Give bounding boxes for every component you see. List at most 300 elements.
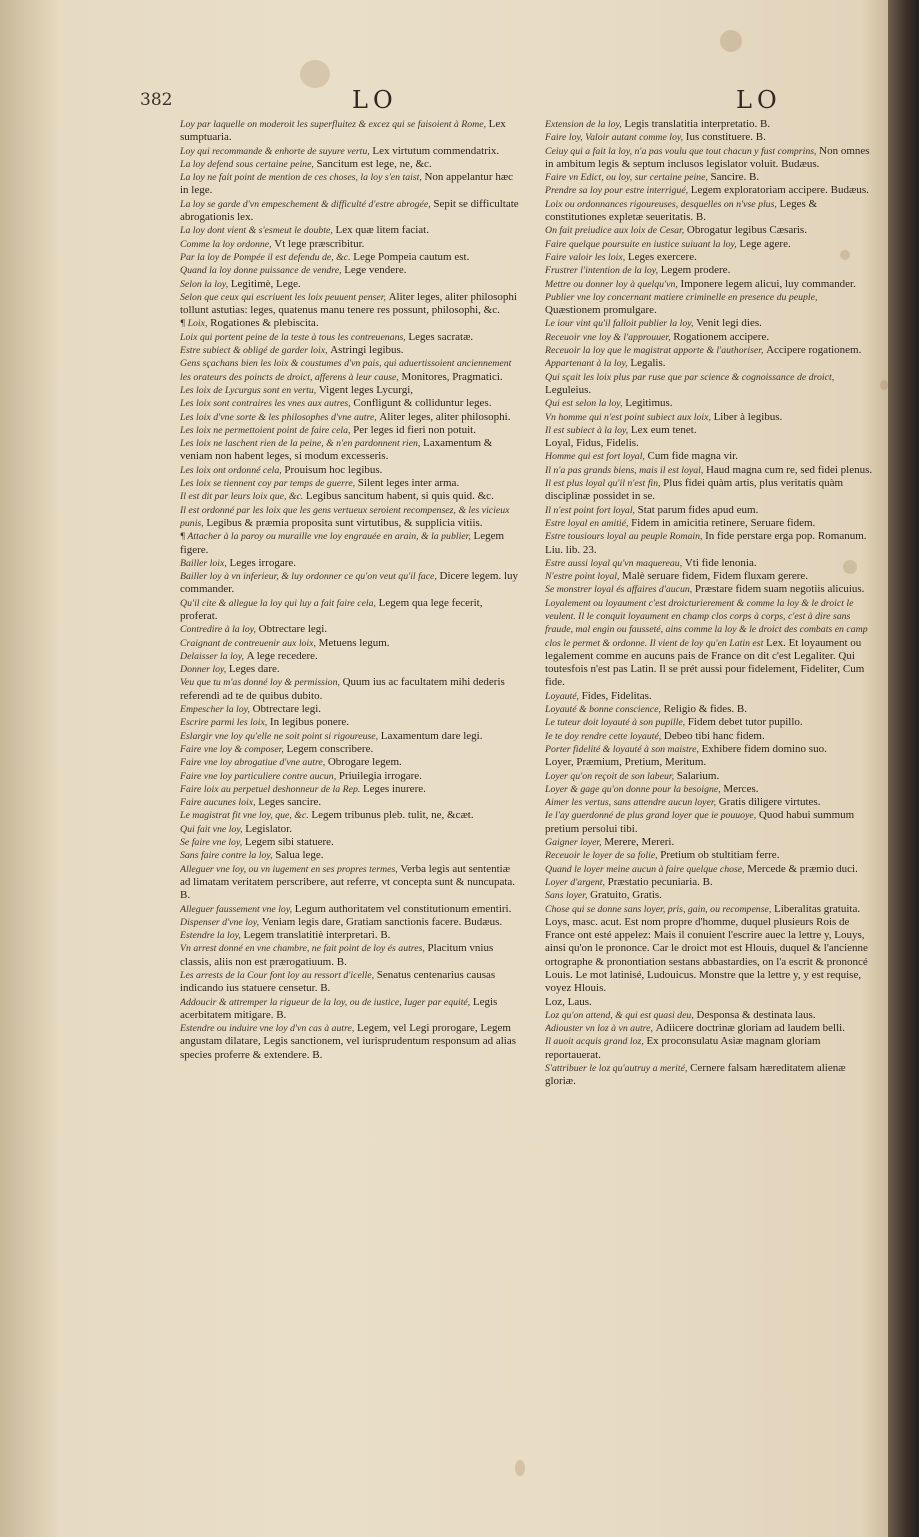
dictionary-entry xyxy=(545,278,875,291)
latin-translation: Laxamentum & veniam non habent leges, si modum excesseris. xyxy=(180,437,493,463)
latin-translation: Prouisum hoc legibus. xyxy=(284,463,383,476)
latin-translation: Legem exploratoriam accipere. Budæus. xyxy=(690,184,869,197)
latin-translation: Legitimè, Lege. xyxy=(230,277,301,290)
latin-translation: Monitores, Pragmatici. xyxy=(401,370,503,383)
french-phrase: Il n'a pas grands biens, mais il est loyal, xyxy=(545,464,704,476)
latin-translation: Rogationem accipere. xyxy=(673,330,770,343)
latin-translation: Adiicere doctrinæ gloriam ad laudem belli. xyxy=(655,1022,845,1035)
french-phrase: Les loix de Lycurgus sont en vertu, xyxy=(180,384,317,396)
dictionary-entry xyxy=(180,118,520,145)
dictionary-entry xyxy=(545,903,875,916)
french-phrase: Appartenant à la loy, xyxy=(545,358,628,370)
dictionary-entry xyxy=(545,238,875,251)
dictionary-entry xyxy=(180,996,520,1023)
dictionary-entry xyxy=(180,863,520,903)
french-phrase: Se monstrer loyal és affaires d'aucun, xyxy=(545,584,693,596)
latin-translation: Merere, Mereri. xyxy=(604,836,675,849)
dictionary-entry xyxy=(545,597,875,690)
french-phrase: Les loix sont contraires les vnes aux autres, xyxy=(180,398,351,410)
dictionary-entry xyxy=(180,504,520,531)
latin-translation: Legem translatitiè interpretari. B. xyxy=(243,929,391,942)
latin-translation: Legem, vel Legi prorogare, Legem angustam dilatare, Legis sanctionem, vel iurisprudentum responsum ad alias species proferre & extendere. B. xyxy=(180,1022,517,1061)
dictionary-entry xyxy=(545,996,875,1009)
ink-stain xyxy=(880,380,888,390)
dictionary-entry xyxy=(545,131,875,144)
latin-translation: Malè seruare fidem, Fidem fluxam gerere. xyxy=(622,570,809,583)
dictionary-entry xyxy=(545,530,875,557)
dictionary-entry xyxy=(545,1035,875,1062)
french-phrase: Extension de la loy, xyxy=(545,119,622,130)
french-phrase: Faire vn Edict, ou loy, sur certaine peine, xyxy=(545,172,708,184)
latin-translation: Gratis diligere virtutes. xyxy=(718,796,821,809)
french-phrase: S'attribuer le loz qu'autruy a merité, xyxy=(545,1063,688,1075)
french-phrase: Qui fait vne loy, xyxy=(180,823,243,835)
latin-translation: Merces. xyxy=(723,782,759,795)
french-phrase: Comme la loy ordonne, xyxy=(180,238,272,250)
dictionary-entry xyxy=(180,251,520,264)
latin-translation: Obrogatur legibus Cæsaris. xyxy=(686,224,807,237)
french-phrase: Estre aussi loyal qu'vn maquereau, xyxy=(545,557,683,569)
latin-translation: Metuens legum. xyxy=(318,636,390,649)
dictionary-entry xyxy=(545,1062,875,1089)
french-phrase: Escrire parmi les loix, xyxy=(180,717,268,729)
dictionary-entry xyxy=(180,903,520,916)
latin-translation: Leges exercere. xyxy=(627,250,697,263)
latin-translation: In legibus ponere. xyxy=(269,716,350,729)
latin-translation: Rogationes & plebiscita. xyxy=(210,317,319,330)
dictionary-entry xyxy=(545,836,875,849)
french-phrase: Il est plus loyal qu'il n'est fin, xyxy=(545,478,661,490)
french-phrase: Frustrer l'intention de la loy, xyxy=(545,265,659,277)
dictionary-entry xyxy=(545,291,875,318)
dictionary-entry xyxy=(180,490,520,503)
dictionary-entry xyxy=(545,863,875,876)
dictionary-entry xyxy=(180,836,520,849)
french-phrase: Addoucir & attremper la rigueur de la loy, ou de iustice, Iuger par equité, xyxy=(180,996,471,1008)
french-phrase: Empescher la loy, xyxy=(180,704,250,716)
dictionary-entry xyxy=(180,397,520,410)
latin-translation: Legem sibi statuere. xyxy=(244,836,334,849)
running-head-left: LO xyxy=(352,86,398,114)
dictionary-entry xyxy=(180,570,520,597)
french-phrase: Loyauté & bonne conscience, xyxy=(545,704,661,716)
latin-translation: A lege recedere. xyxy=(246,649,318,662)
french-phrase: Estre tousiours loyal au peuple Romain, xyxy=(545,531,703,543)
dictionary-entry xyxy=(545,743,875,756)
dictionary-entry xyxy=(545,770,875,783)
ink-stain xyxy=(515,1460,525,1476)
french-phrase: Dispenser d'vne loy, xyxy=(180,916,260,928)
dictionary-entry xyxy=(180,730,520,743)
dictionary-entry xyxy=(180,783,520,796)
french-phrase: Veu que tu m'as donné loy & permission, xyxy=(180,677,340,689)
french-phrase: La loy defend sous certaine peine, xyxy=(180,158,314,170)
french-phrase: Selon que ceux qui escriuent les loix peuuent penser, xyxy=(180,291,386,303)
dictionary-entry xyxy=(180,756,520,769)
latin-translation: Præstatio pecuniaria. B. xyxy=(607,875,713,888)
french-phrase: Ceiuy qui a fait la loy, n'a pas voulu que tout chacun y fust comprins, xyxy=(545,145,817,157)
french-phrase: Faire vne loy abrogatiue d'vne autre, xyxy=(180,757,326,769)
latin-translation: Obtrectare legi. xyxy=(252,703,321,716)
dictionary-entry xyxy=(180,437,520,464)
dictionary-entry xyxy=(545,464,875,477)
dictionary-entry xyxy=(545,317,875,330)
latin-translation: Fides, Fidelitas. xyxy=(581,689,652,702)
french-phrase: Il est subiect à la loy, xyxy=(545,424,629,436)
french-phrase: Loix ou ordonnances rigoureuses, desquelles on n'vse plus, xyxy=(545,198,777,210)
dictionary-entry xyxy=(545,703,875,716)
french-phrase: Les loix ne laschent rien de la peine, & n'en pardonnent rien, xyxy=(180,438,421,450)
latin-translation: Ex proconsulatu Asiæ magnam gloriam reportauerat. xyxy=(545,1035,821,1061)
latin-translation: Leges & constitutiones expletæ seueritatis. B. xyxy=(545,197,818,224)
latin-translation: Confligunt & colliduntur leges. xyxy=(353,397,492,410)
latin-translation: Obrogare legem. xyxy=(327,756,402,769)
dictionary-entry xyxy=(545,357,875,370)
french-phrase: Qui sçait les loix plus par ruse que par science & cognoissance de droict, xyxy=(545,371,835,383)
french-phrase: Quand le loyer meine aucun à faire quelque chose, xyxy=(545,863,745,875)
latin-translation: Leges inurere. xyxy=(362,782,426,795)
dictionary-entry xyxy=(545,397,875,410)
latin-translation: Per leges id fieri non potuit. xyxy=(353,423,476,436)
french-phrase: Loix qui portent peine de la teste à tous les contreuenans, xyxy=(180,331,406,343)
french-phrase: Selon la loy, xyxy=(180,278,229,290)
dictionary-entry xyxy=(545,517,875,530)
latin-translation: Verba legis aut sententiæ ad limatam veritatem perscribere, aut referre, vt concepta sunt & nuncupata. B. xyxy=(180,862,516,902)
french-phrase: Eslargir vne loy qu'elle ne soit point si rigoureuse, xyxy=(180,730,379,742)
french-phrase: Qui est selon la loy, xyxy=(545,398,623,410)
french-phrase: Par la loy de Pompée il est defendu de, &c. xyxy=(180,251,351,263)
latin-translation: Vt lege præscribitur. xyxy=(274,237,365,250)
french-phrase: Vn homme qui n'est point subiect aux loix, xyxy=(545,411,711,423)
french-phrase: Donner loy, xyxy=(180,664,227,676)
dictionary-entry xyxy=(180,597,520,624)
dictionary-entry xyxy=(180,929,520,942)
ink-stain xyxy=(720,30,742,52)
latin-translation: Legitimus. xyxy=(625,397,673,410)
dictionary-entry xyxy=(180,357,520,384)
latin-translation: Lex sumptuaria. xyxy=(180,118,506,144)
latin-translation: Sepit se difficultate abrogationis lex. xyxy=(180,197,519,224)
latin-translation: Astringi legibus. xyxy=(330,344,404,357)
french-phrase: Les loix d'vne sorte & les philosophes d'vne autre, xyxy=(180,411,377,423)
latin-translation: Lege agere. xyxy=(739,237,791,250)
latin-translation: Legis acerbitatem mitigare. B. xyxy=(180,995,498,1021)
french-phrase: Loy par laquelle on moderoit les superfluitez & excez qui se faisoient à Rome, xyxy=(180,119,487,130)
dictionary-entry xyxy=(180,1022,520,1062)
latin-translation: Leguleius. xyxy=(545,383,592,396)
french-phrase: Loyalement ou loyaument c'est droicturierement & comme la loy & le droict le veulent. Il le conquit loyaument en champ clos corps à corps, c'est à dire sans fraude, mal engin ou fausseté, ains comme la loy & le droict des combats en camp clos le permet & ordonne. Il vient de loy qu'en Latin est xyxy=(545,597,868,649)
latin-translation: Loyal, Fidus, Fidelis. xyxy=(545,437,639,450)
latin-translation: Præstare fidem suam negotiis alicuius. xyxy=(694,583,865,596)
latin-translation: Legum authoritatem vel constitutionum ementiri. xyxy=(294,902,512,915)
dictionary-entry xyxy=(180,663,520,676)
dictionary-entry xyxy=(180,942,520,969)
latin-translation: Non omnes in ambitum legis & septum inclusos legislator voluit. Budæus. xyxy=(545,144,870,170)
french-phrase: Gaigner loyer, xyxy=(545,837,602,849)
french-phrase: Contredire à la loy, xyxy=(180,624,257,636)
dictionary-entry xyxy=(180,344,520,357)
dictionary-entry xyxy=(545,809,875,836)
running-head-right: LO xyxy=(736,86,782,114)
dictionary-entry xyxy=(545,783,875,796)
latin-translation: Stat parum fides apud eum. xyxy=(637,503,759,516)
latin-translation: Silent leges inter arma. xyxy=(357,477,460,490)
page-header xyxy=(140,84,870,114)
french-phrase: Aimer les vertus, sans attendre aucun loyer, xyxy=(545,797,717,809)
dictionary-entry xyxy=(180,770,520,783)
dictionary-entry xyxy=(180,477,520,490)
french-phrase: Estendre ou induire vne loy d'vn cas à autre, xyxy=(180,1023,355,1035)
latin-translation: Cernere falsam hæreditatem alienæ gloriæ. xyxy=(545,1062,846,1088)
french-phrase: On fait preiudice aux loix de Cesar, xyxy=(545,225,685,237)
latin-translation: Leges irrogare. xyxy=(229,556,297,569)
latin-translation: Placitum vnius classis, aliis non est prærogatiuum. B. xyxy=(180,942,494,968)
dictionary-entry xyxy=(180,650,520,663)
dictionary-entry xyxy=(545,1009,875,1022)
dictionary-entry xyxy=(545,264,875,277)
dictionary-entry xyxy=(545,557,875,570)
latin-translation: Lex virtutum commendatrix. xyxy=(372,144,500,157)
latin-translation: Haud magna cum re, sed fidei plenus. xyxy=(705,463,873,476)
dictionary-entry xyxy=(180,530,520,557)
latin-translation: Aliter leges, aliter philosophi. xyxy=(379,410,511,423)
latin-translation: Lege vendere. xyxy=(344,264,407,277)
dictionary-entry xyxy=(545,916,875,996)
french-phrase: Loyer d'argent, xyxy=(545,876,605,888)
dictionary-entry xyxy=(545,889,875,902)
french-phrase: Faire vne loy particuliere contre aucun, xyxy=(180,770,337,782)
dictionary-entry xyxy=(545,118,875,131)
french-phrase: Porter fidelité & loyauté à son maistre, xyxy=(545,743,699,755)
french-phrase: Ie te doy rendre cette loyauté, xyxy=(545,730,662,742)
french-phrase: Faire quelque poursuite en iustice suiuant la loy, xyxy=(545,238,737,250)
dictionary-entry xyxy=(545,796,875,809)
french-phrase: Bailler loy à vn inferieur, & luy ordonner ce qu'on veut qu'il face, xyxy=(180,571,437,583)
dictionary-entry xyxy=(180,796,520,809)
french-phrase: Receuoir vne loy & l'approuuer, xyxy=(545,331,671,343)
french-phrase: Le iour vint qu'il falloit publier la loy, xyxy=(545,318,694,330)
dictionary-entry xyxy=(545,424,875,437)
latin-translation: Loys, masc. acut. Est nom propre d'homme, duquel plusieurs Rois de France ont esté appelez: Mais il conuient l'escrire auec la lettre y, Louys, ainsi qu'on le prononce. Car le droict mot est Hlouis, duquel & l'ancienne ortographe & pronontiation sestans abbastardies, on l'a escrit & prononcé Louis. Le mot latinisé, Ludouicus. Monstre que la lettre y, y est requise, voyez Hlouis. xyxy=(545,915,868,995)
french-phrase: Se faire vne loy, xyxy=(180,837,243,849)
latin-translation: Exhibere fidem domino suo. xyxy=(701,742,827,755)
latin-translation: Vigent leges Lycurgi, xyxy=(318,383,414,396)
latin-translation: Senatus centenarius causas indicando ius statuere censetur. B. xyxy=(180,969,496,995)
latin-translation: Debeo tibi hanc fidem. xyxy=(663,729,765,742)
dictionary-entry xyxy=(545,756,875,769)
french-phrase: Faire vne loy & composer, xyxy=(180,743,284,755)
french-phrase: Homme qui est fort loyal, xyxy=(545,451,645,463)
french-phrase: Craignant de contreuenir aux loix, xyxy=(180,637,316,649)
french-phrase: Faire aucunes loix, xyxy=(180,797,256,809)
french-phrase: Receuoir la loy que le magistrat apporte & l'authoriser, xyxy=(545,345,764,357)
french-phrase: Adiouster vn loz à vn autre, xyxy=(545,1023,653,1035)
latin-translation: Salarium. xyxy=(676,769,720,782)
french-phrase: Faire loy, Valoir autant comme loy, xyxy=(545,132,684,144)
french-phrase: ¶ Loix, xyxy=(180,318,208,330)
latin-translation: Pretium ob stultitiam ferre. xyxy=(660,849,780,862)
french-phrase: Alleguer faussement vne loy, xyxy=(180,903,293,915)
latin-translation: Accipere rogationem. xyxy=(766,344,862,357)
french-phrase: Mettre ou donner loy à quelqu'vn, xyxy=(545,278,678,290)
latin-translation: Loyer, Præmium, Pretium, Meritum. xyxy=(545,756,707,769)
latin-translation: Desponsa & destinata laus. xyxy=(696,1008,816,1021)
latin-translation: Leges sancire. xyxy=(258,796,322,809)
dictionary-entry xyxy=(180,384,520,397)
french-phrase: Sans loyer, xyxy=(545,890,588,902)
french-phrase: Prendre sa loy pour estre interrigué, xyxy=(545,185,689,197)
dictionary-entry xyxy=(180,278,520,291)
dictionary-entry xyxy=(545,477,875,504)
french-phrase: Les loix se tiennent coy par temps de guerre, xyxy=(180,478,356,490)
dictionary-entry xyxy=(545,145,875,172)
dictionary-entry xyxy=(180,916,520,929)
french-phrase: Le magistrat fit vne loy, que, &c. xyxy=(180,810,309,822)
dictionary-entry xyxy=(180,145,520,158)
french-phrase: Vn arrest donné en vne chambre, ne fait point de loy és autres, xyxy=(180,943,425,955)
dictionary-entry xyxy=(180,411,520,424)
dictionary-entry xyxy=(545,730,875,743)
latin-translation: Liberalitas gratuita. xyxy=(773,902,861,915)
latin-translation: Plus fidei quàm artis, plus veritatis quàm disciplinæ possidet in se. xyxy=(545,477,844,503)
french-phrase: Chose qui se donne sans loyer, pris, gain, ou recompense, xyxy=(545,903,772,915)
latin-translation: Salua lege. xyxy=(275,849,324,862)
dictionary-entry xyxy=(180,424,520,437)
french-phrase: Bailler loix, xyxy=(180,557,227,569)
dictionary-entry xyxy=(545,198,875,225)
dictionary-entry xyxy=(545,690,875,703)
french-phrase: Loz qu'on attend, & qui est quasi deu, xyxy=(545,1009,694,1021)
latin-translation: Legem prodere. xyxy=(660,264,731,277)
latin-translation: Leges sacratæ. xyxy=(408,330,474,343)
french-phrase: Faire valoir les loix, xyxy=(545,251,626,263)
dictionary-entry xyxy=(180,823,520,836)
dictionary-entry xyxy=(180,809,520,822)
latin-translation: Vti fide lenonia. xyxy=(684,556,757,569)
dictionary-entry xyxy=(545,849,875,862)
dictionary-entry xyxy=(545,344,875,357)
dictionary-entry xyxy=(545,583,875,596)
dictionary-entry xyxy=(180,238,520,251)
french-phrase: Le tuteur doit loyauté à son pupille, xyxy=(545,717,686,729)
dictionary-entry xyxy=(180,291,520,318)
latin-translation: Imponere legem alicui, luy commander. xyxy=(680,277,856,290)
french-phrase: Il n'est point fort loyal, xyxy=(545,504,635,516)
latin-translation: Obtrectare legi. xyxy=(258,623,328,636)
left-column xyxy=(180,118,520,1062)
dictionary-entry xyxy=(545,224,875,237)
latin-translation: Legibus & præmia proposita sunt virtutibus, & supplicia vitiis. xyxy=(206,516,483,529)
french-phrase: Loyer & gage qu'on donne pour la besoigne, xyxy=(545,783,721,795)
french-phrase: Loyauté, xyxy=(545,690,580,702)
dictionary-entry xyxy=(545,876,875,889)
french-phrase: Delaisser la loy, xyxy=(180,650,244,662)
dictionary-entry xyxy=(545,411,875,424)
right-column xyxy=(545,118,875,1089)
french-phrase: Estendre la loy, xyxy=(180,930,241,942)
latin-translation: Cum fide magna vir. xyxy=(647,450,738,463)
dictionary-entry xyxy=(545,504,875,517)
dictionary-entry xyxy=(545,171,875,184)
french-phrase: La loy ne fait point de mention de ces choses, la loy s'en taist, xyxy=(180,172,422,184)
latin-translation: Religio & fides. B. xyxy=(663,703,747,716)
french-phrase: Sans faire contre la loy, xyxy=(180,850,273,862)
latin-translation: Non appelantur hæc in lege. xyxy=(180,171,514,197)
latin-translation: Sancitum est lege, ne, &c. xyxy=(316,157,432,170)
french-phrase: Gens sçachans bien les loix & coustumes d'vn pais, qui aduertissoient anciennement les orateurs des poincts de droict, afferens à leur cause, xyxy=(180,358,512,383)
latin-translation: Ius constituere. B. xyxy=(685,131,766,144)
latin-translation: Quæstionem promulgare. xyxy=(545,304,657,317)
french-phrase: La loy se garde d'vn empeschement & difficulté d'estre abrogée, xyxy=(180,198,431,210)
dictionary-entry xyxy=(180,464,520,477)
latin-translation: Dicere legem. luy commander. xyxy=(180,570,519,596)
french-phrase: Loyer qu'on reçoit de son labeur, xyxy=(545,770,675,782)
french-phrase: Les arrests de la Cour font loy au ressort d'icelle, xyxy=(180,970,375,981)
dictionary-entry xyxy=(180,716,520,729)
book-gutter xyxy=(888,0,919,1537)
page-number: 382 xyxy=(140,90,173,110)
latin-translation: Laxamentum dare legi. xyxy=(380,729,483,742)
french-phrase: Les loix ont ordonné cela, xyxy=(180,464,282,476)
latin-translation: Legem figere. xyxy=(180,530,505,556)
dictionary-entry xyxy=(180,623,520,636)
french-phrase: Estre loyal en amitié, xyxy=(545,517,629,529)
dictionary-entry xyxy=(180,264,520,277)
dictionary-entry xyxy=(180,158,520,171)
latin-translation: Leges dare. xyxy=(228,663,280,676)
latin-translation: Legalis. xyxy=(630,357,666,370)
latin-translation: Lex eum tenet. xyxy=(630,423,697,436)
latin-translation: Mercede & præmio duci. xyxy=(747,862,858,875)
french-phrase: Faire loix au perpetuel deshonneur de la Rep. xyxy=(180,783,361,795)
dictionary-entry xyxy=(545,450,875,463)
dictionary-entry xyxy=(180,198,520,225)
french-phrase: Receuoir le loyer de sa folie, xyxy=(545,850,658,862)
french-phrase: Loy qui recommande & enhorte de suyure vertu, xyxy=(180,145,370,157)
latin-translation: Loz, Laus. xyxy=(545,995,592,1008)
latin-translation: Quod habui summum pretium persolui tibi. xyxy=(545,809,855,835)
dictionary-entry xyxy=(545,331,875,344)
latin-translation: Liber à legibus. xyxy=(713,410,783,423)
latin-translation: Priuilegia irrogare. xyxy=(338,769,422,782)
french-phrase: Ie l'ay guerdonné de plus grand loyer que ie pouuoye, xyxy=(545,810,757,822)
french-phrase: N'estre point loyal, xyxy=(545,571,620,583)
dictionary-entry xyxy=(545,437,875,450)
latin-translation: Fidem debet tutor pupillo. xyxy=(687,716,803,729)
latin-translation: Lex. Et loyaument ou legalement comme en aucuns pais de France on dit c'est Legaliter. Qui toutesfois n'est pas Latin. Il se prét aussi pour fidelement, Fideliter, Cum fide. xyxy=(545,636,865,689)
dictionary-entry xyxy=(545,251,875,264)
latin-translation: Aliter leges, aliter philosophi tollunt astutias: leges, quatenus manu tenere res possunt, philosophi, &c. xyxy=(180,290,517,317)
latin-translation: Gratuito, Gratis. xyxy=(590,889,662,902)
latin-translation: Veniam legis dare, Gratiam sanctionis facere. Budæus. xyxy=(261,915,503,928)
dictionary-entry xyxy=(545,1022,875,1035)
dictionary-entry xyxy=(180,224,520,237)
latin-translation: Legis translatitia interpretatio. B. xyxy=(624,118,771,130)
french-phrase: La loy dont vient & s'esmeut le doubte, xyxy=(180,225,333,237)
french-phrase: Estre subiect & obligé de garder loix, xyxy=(180,345,328,357)
latin-translation: Lex quæ litem faciat. xyxy=(335,224,429,237)
latin-translation: Legem conscribere. xyxy=(286,742,374,755)
french-phrase: Publier vne loy concernant matiere criminelle en presence du peuple, xyxy=(545,291,818,303)
dictionary-entry xyxy=(180,637,520,650)
french-phrase: ¶ Attacher à la paroy ou muraille vne loy engrauée en arain, & la publier, xyxy=(180,531,471,543)
french-phrase: Il est ordonné par les loix que les gens vertueux seroient recompensez, & les vicieux punis, xyxy=(180,504,510,529)
latin-translation: Sancire. B. xyxy=(710,171,760,184)
dictionary-entry xyxy=(180,703,520,716)
latin-translation: Legem tribunus pleb. tulit, ne, &cæt. xyxy=(311,809,474,822)
dictionary-entry xyxy=(180,171,520,198)
french-phrase: Les loix ne permettoient point de faire cela, xyxy=(180,424,351,436)
